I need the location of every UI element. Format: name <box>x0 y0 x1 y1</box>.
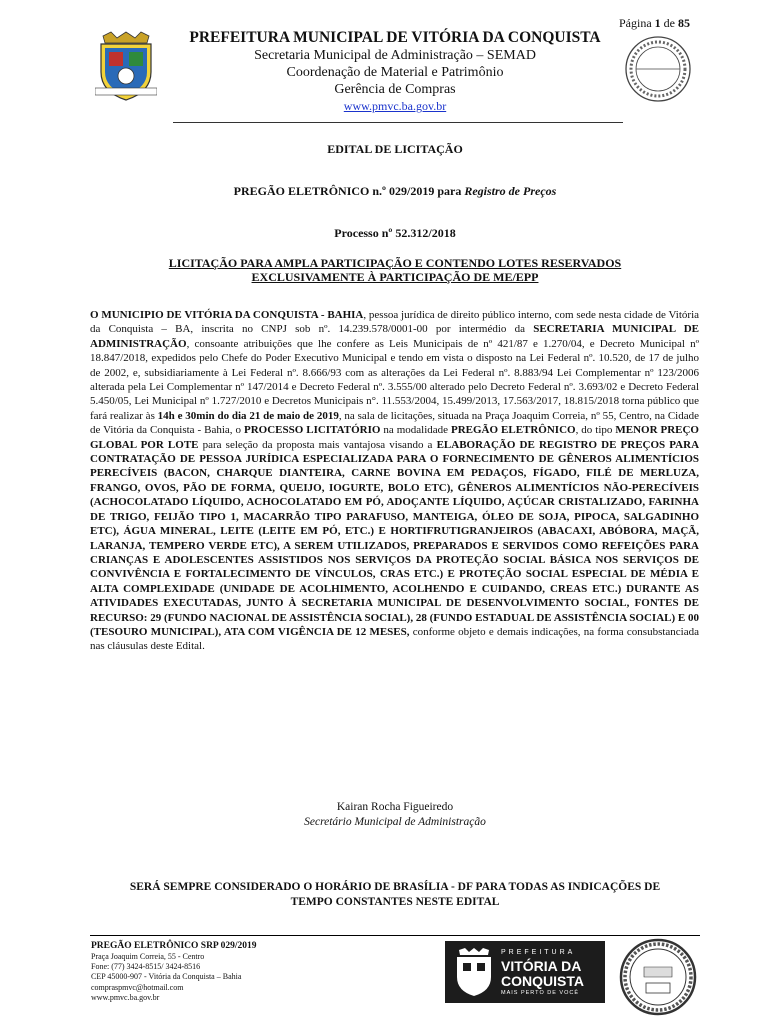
processo-title: Processo nº 52.312/2018 <box>334 226 456 240</box>
footer-email: compraspmvc@hotmail.com <box>91 982 184 992</box>
edital-title: EDITAL DE LICITAÇÃO <box>327 142 463 156</box>
brand-top: PREFEITURA <box>501 949 576 956</box>
signer-role: Secretário Municipal de Administração <box>304 816 486 828</box>
signature-block <box>90 800 700 830</box>
pregao-title: PREGÃO ELETRÔNICO n.º 029/2019 para Registro de Preços <box>233 184 557 198</box>
brand-line1: VITÓRIA DA <box>501 958 582 974</box>
licitacao-title: LICITAÇÃO PARA AMPLA PARTICIPAÇÃO E CONTENDO LOTES RESERVADOS EXCLUSIVAMENTE À PARTICIPAÇÃO DE ME/EPP <box>168 256 622 284</box>
body-paragraph: O MUNICIPIO DE VITÓRIA DA CONQUISTA - BAHIA, pessoa jurídica de direito público interno, com sede nesta cidade de Vitória da Conquista – BA, inscrita no CNPJ sob nº. 14.239.578/0001-00 por intermédio da SECRETARIA MUNICIPAL DE ADMINISTRAÇÃO, consoante atribuições que lhe confere as Leis Municipais de nº 421/87 e 1.270/04, e Decreto Municipal nº 18.847/2018, expedidos pelo Chefe do Poder Executivo Municipal e tendo em vista o disposto na Lei Federal nº. 10.520, de 17 de julho de 2002, e, subsidiariamente à Lei Federal nº. 8.666/93 com as alterações da Lei Federal nº. 8.883/94 Lei Complementar nº 123/2006 alterada pela Lei Complementar nº 147/2014 e Decreto Federal nº. 3.555/00 alterado pelo Decreto Federal nº. 3.693/02 e Decreto Federal 5.450/05, Lei Municipal nº 1.727/2010 e Decretos Municipais n°. 11.553/2004, 15.499/2013, 17.563/2017, 18.815/2018 torna público que fará realizar às 14h e 30min do dia 21 de maio de 2019, na sala de licitações, situada na Praça Joaquim Correia, nº 55, Centro, na Cidade de Vitória da Conquista - Bahia, o PROCESSO LICITATÓRIO na modalidade PREGÃO ELETRÔNICO, do tipo MENOR PREÇO GLOBAL POR LOTE para seleção da proposta mais vantajosa visando a ELABORAÇÃO DE REGISTRO DE PREÇOS PARA CONTRATAÇÃO DE PESSOA JURÍDICA ESPECIALIZADA PARA O FORNECIMENTO DE GÊNEROS ALIMENTÍCIOS PERECÍVEIS (BACON, CHARQUE DIANTEIRA, CARNE BOVINA EM PEDAÇOS, FÍGADO, FILÉ DE MERLUZA, FRANGO, OVOS, PÃO DE FORMA, QUEIJO, IOGURTE, BOLO ETC), GÊNEROS ALIMENTÍCIOS NÃO-PERECÍVEIS (ACHOCOLATADO LÍQUIDO, ACHOCOLATADO EM PÓ, ADOÇANTE LÍQUIDO, AÇÚCAR CRISTALIZADO, FARINHA DE TRIGO, FEIJÃO TIPO 1, MACARRÃO TIPO PARAFUSO, MANTEIGA, ÓLEO DE SOJA, PIPOCA, SALGADINHO ETC), ÁGUA MINERAL, LEITE (LEITE EM PÓ, ETC.) E HORTIFRUTIGRANJEIROS (ABACAXI, ABÓBORA, MAÇÃ, LARANJA, TEMPERO VERDE ETC), A SEREM UTILIZADOS, PREPARADOS E SERVIDOS COMO REFEIÇÕES PARA CRIANÇAS E ADOLESCENTES ASSISTIDOS NOS SERVIÇOS DA PROTEÇÃO SOCIAL BÁSICA NOS SERVIÇOS DE CONVIVÊNCIA E FORTALECIMENTO DE VÍNCULOS, CRAS ETC.) E PROTEÇÃO SOCIAL ESPECIAL DE MÉDIA E ALTA COMPLEXIDADE (UNIDADE DE ACOLHIMENTO, ACOLHENDO E CUIDANDO, CREAS ETC.) DURANTE AS ATIVIDADES EXECUTADAS, JUNTO À SECRETARIA MUNICIPAL DE DESENVOLVIMENTO SOCIAL, FONTES DE RECURSO: 29 (FUNDO NACIONAL DE ASSISTÊNCIA SOCIAL), 28 (FUNDO ESTADUAL DE ASSISTÊNCIA SOCIAL) E 00 (TESOURO MUNICIPAL), ATA COM VIGÊNCIA DE 12 MESES, conforme objeto e demais indicações, na forma consubstanciada nas cláusulas deste Edital. <box>90 309 700 653</box>
secretaria-seal-stamp <box>618 937 698 1017</box>
brand-tagline: MAIS PERTO DE VOCÊ <box>501 990 580 996</box>
footer-title: PREGÃO ELETRÔNICO SRP 029/2019 <box>91 941 257 951</box>
footer-divider <box>90 935 700 936</box>
gerencia: Gerência de Compras <box>334 82 456 97</box>
signer-name: Kairan Rocha Figueiredo <box>336 801 454 813</box>
coat-of-arms-logo <box>95 30 157 102</box>
coordenacao: Coordenação de Material e Patrimônio <box>286 65 504 80</box>
city-brand-logo <box>445 941 605 1003</box>
secretaria: Secretaria Municipal de Administração – SEMAD <box>254 48 536 63</box>
footer-address: Praça Joaquim Correia, 55 - Centro <box>91 952 205 961</box>
footer-cep: CEP 45000-907 - Vitória da Conquista – Bahia <box>91 972 242 982</box>
website-link[interactable]: www.pmvc.ba.gov.br <box>343 99 447 113</box>
page-number: Página 1 de 85 <box>619 16 690 30</box>
purchasing-stamp <box>624 35 692 103</box>
footer-website: www.pmvc.ba.gov.br <box>91 992 160 1002</box>
org-name: PREFEITURA MUNICIPAL DE VITÓRIA DA CONQUISTA <box>189 29 601 46</box>
timezone-notice: SERÁ SEMPRE CONSIDERADO O HORÁRIO DE BRASÍLIA - DF PARA TODAS AS INDICAÇÕES DE TEMPO CONSTANTES NESTE EDITAL <box>129 881 661 908</box>
footer-phone: Fone: (77) 3424-8515/ 3424-8516 <box>91 962 201 972</box>
header <box>170 28 620 114</box>
footer-info <box>91 940 256 1003</box>
brand-emblem-icon <box>453 947 495 997</box>
brand-line2: CONQUISTA <box>501 973 584 989</box>
header-divider <box>173 122 623 123</box>
